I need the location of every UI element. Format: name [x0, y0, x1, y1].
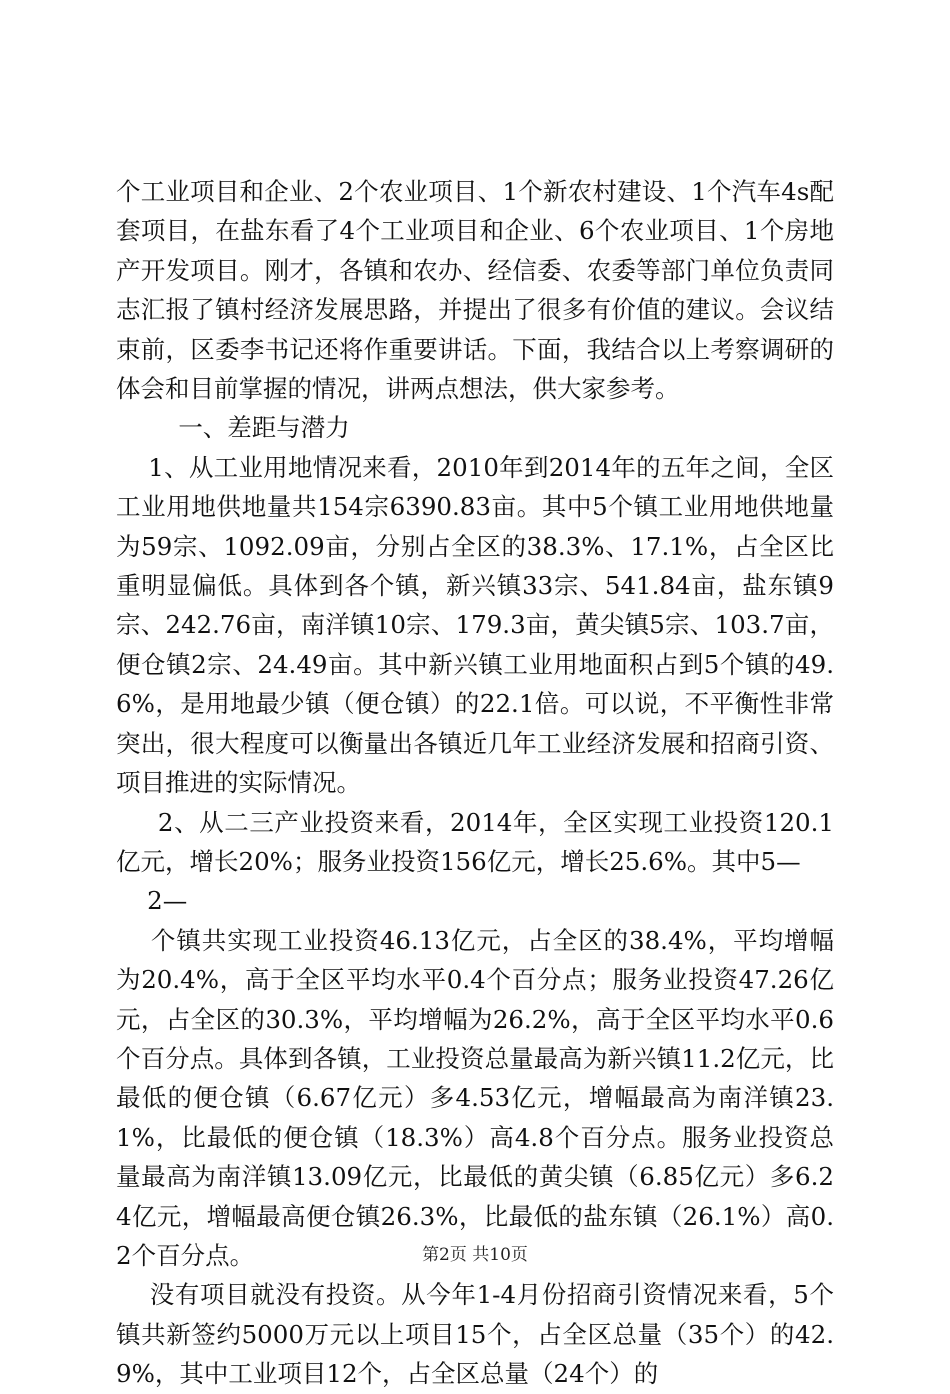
document-body: [116, 172, 834, 1394]
page-marker: 2—: [116, 886, 188, 916]
paragraph-industrial-land: 1、从工业用地情况来看，2010年到2014年的五年之间，全区工业用地供地量共154宗6390.83亩。其中5个镇工业用地供地量为59宗、1092.09亩，分别占全区的38.3%、17.1%，占全区比重明显偏低。具体到各个镇，新兴镇33宗、541.84亩，盐东镇9宗、242.76亩，南洋镇10宗、179.3亩，黄尖镇5宗、103.7亩，便仓镇2宗、24.49亩。其中新兴镇工业用地面积占到5个镇的49.6%，是用地最少镇（便仓镇）的22.1倍。可以说，不平衡性非常突出，很大程度可以衡量出各镇近几年工业经济发展和招商引资、项目推进的实际情况。: [116, 452, 834, 798]
section-heading: 一、差距与潜力: [116, 413, 350, 443]
paragraph-investment: 2、从二三产业投资来看，2014年，全区实现工业投资120.1亿元，增长20%；服务业投资156亿元，增长25.6%。其中5—: [116, 807, 834, 876]
paragraph-town-investment: 个镇共实现工业投资46.13亿元，占全区的38.4%，平均增幅为20.4%，高于全区平均水平0.4个百分点；服务业投资47.26亿元，占全区的30.3%，平均增幅为26.2%，高于全区平均水平0.6个百分点。具体到各镇，工业投资总量最高为新兴镇11.2亿元，比最低的便仓镇（6.67亿元）多4.53亿元，增幅最高为南洋镇23.1%，比最低的便仓镇（18.3%）高4.8个百分点。服务业投资总量最高为南洋镇13.09亿元，比最低的黄尖镇（6.85亿元）多6.24亿元，增幅最高便仓镇26.3%，比最低的盐东镇（26.1%）高0.2个百分点。: [116, 925, 834, 1270]
page-footer: 第2页 共10页: [422, 1245, 528, 1265]
paragraph-projects: 没有项目就没有投资。从今年1-4月份招商引资情况来看，5个镇共新签约5000万元以上项目15个，占全区总量（35个）的42.9%，其中工业项目12个，占全区总量（24个）的: [116, 1280, 834, 1389]
paragraph-intro: 个工业项目和企业、2个农业项目、1个新农村建设、1个汽车4s配套项目，在盐东看了4个工业项目和企业、6个农业项目、1个房地产开发项目。刚才，各镇和农办、经信委、农委等部门单位负责同志汇报了镇村经济发展思路，并提出了很多有价值的建议。会议结束前，区委李书记还将作重要讲话。下面，我结合以上考察调研的体会和目前掌握的情况，讲两点想法，供大家参考。: [116, 177, 834, 404]
